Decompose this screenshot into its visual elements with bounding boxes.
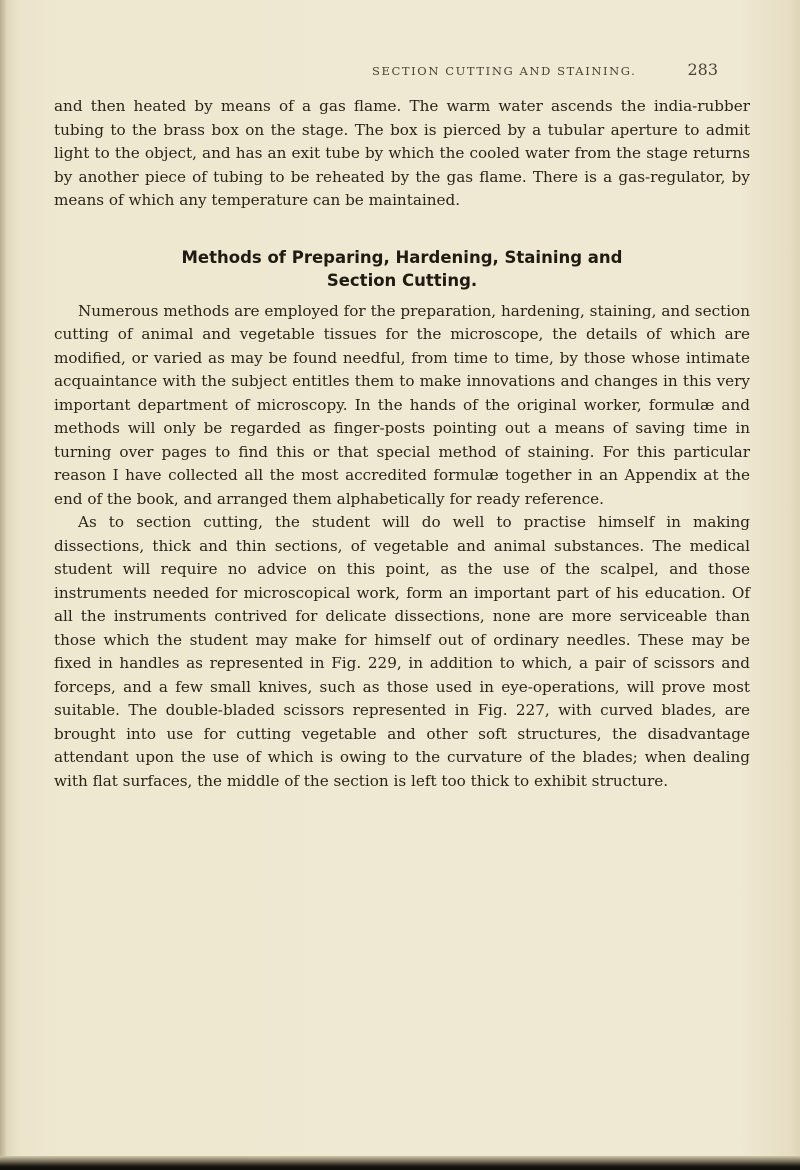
section-heading-line-1: Methods of Preparing, Hardening, Staining and xyxy=(181,247,623,267)
page-gutter-shadow xyxy=(0,0,6,1170)
paragraph-section-cutting: As to section cutting, the student will do well to practise himself in making dissections, thick and thin sections, of vegetable and animal substances. The medical student will require no advice on this point, as the use of the scalpel, and those instruments needed for microscopical work, form an important part of his education. Of all the instruments contrived for delicate dissections, none are more serviceable than those which the student may make for himself out of ordinary needles. These may be fixed in handles as represented in Fig. 229, in addition to which, a pair of scissors and forceps, and a few small knives, such as those used in eye-operations, will prove most suitable. The double-bladed scissors represented in Fig. 227, with curved blades, are brought into use for cutting vegetable and other soft structures, the disadvantage attendant upon the use of which is owing to the curvature of the blades; when dealing with flat surfaces, the middle of the section is left too thick to exhibit structure. xyxy=(54,513,750,790)
running-header-title: SECTION CUTTING AND STAINING. xyxy=(372,64,637,78)
intro-paragraph: and then heated by means of a gas flame. The warm water ascends the india-rubber tubing to the brass box on the stage. The box is pierced by a tubular aperture to admit light to the object, and has an exit tube by which the cooled water from the stage returns by another piece of tubing to be reheated by the gas flame. There is a gas-regulator, by means of which any temperature can be maintained. xyxy=(54,97,750,209)
paragraph-methods: Numerous methods are employed for the preparation, hardening, staining, and section cutting of animal and vegetable tissues for the microscope, the details of which are modified, or varied as may be found needful, from time to time, by those whose intimate acquaintance with the subject entitles them to make innovations and changes in this very important department of microscopy. In the hands of the original worker, formulæ and methods will only be regarded as finger-posts pointing out a means of saving time in turning over pages to find this or that special method of staining. For this particular reason I have collected all the most accredited formulæ together in an Appendix at the end of the book, and arranged them alphabetically for ready reference. xyxy=(54,301,750,508)
section-heading-line-2: Section Cutting. xyxy=(326,270,478,290)
section-heading xyxy=(54,246,750,292)
page-number: 283 xyxy=(687,60,718,79)
page-bottom-edge xyxy=(0,1156,800,1170)
page-body xyxy=(54,95,750,793)
